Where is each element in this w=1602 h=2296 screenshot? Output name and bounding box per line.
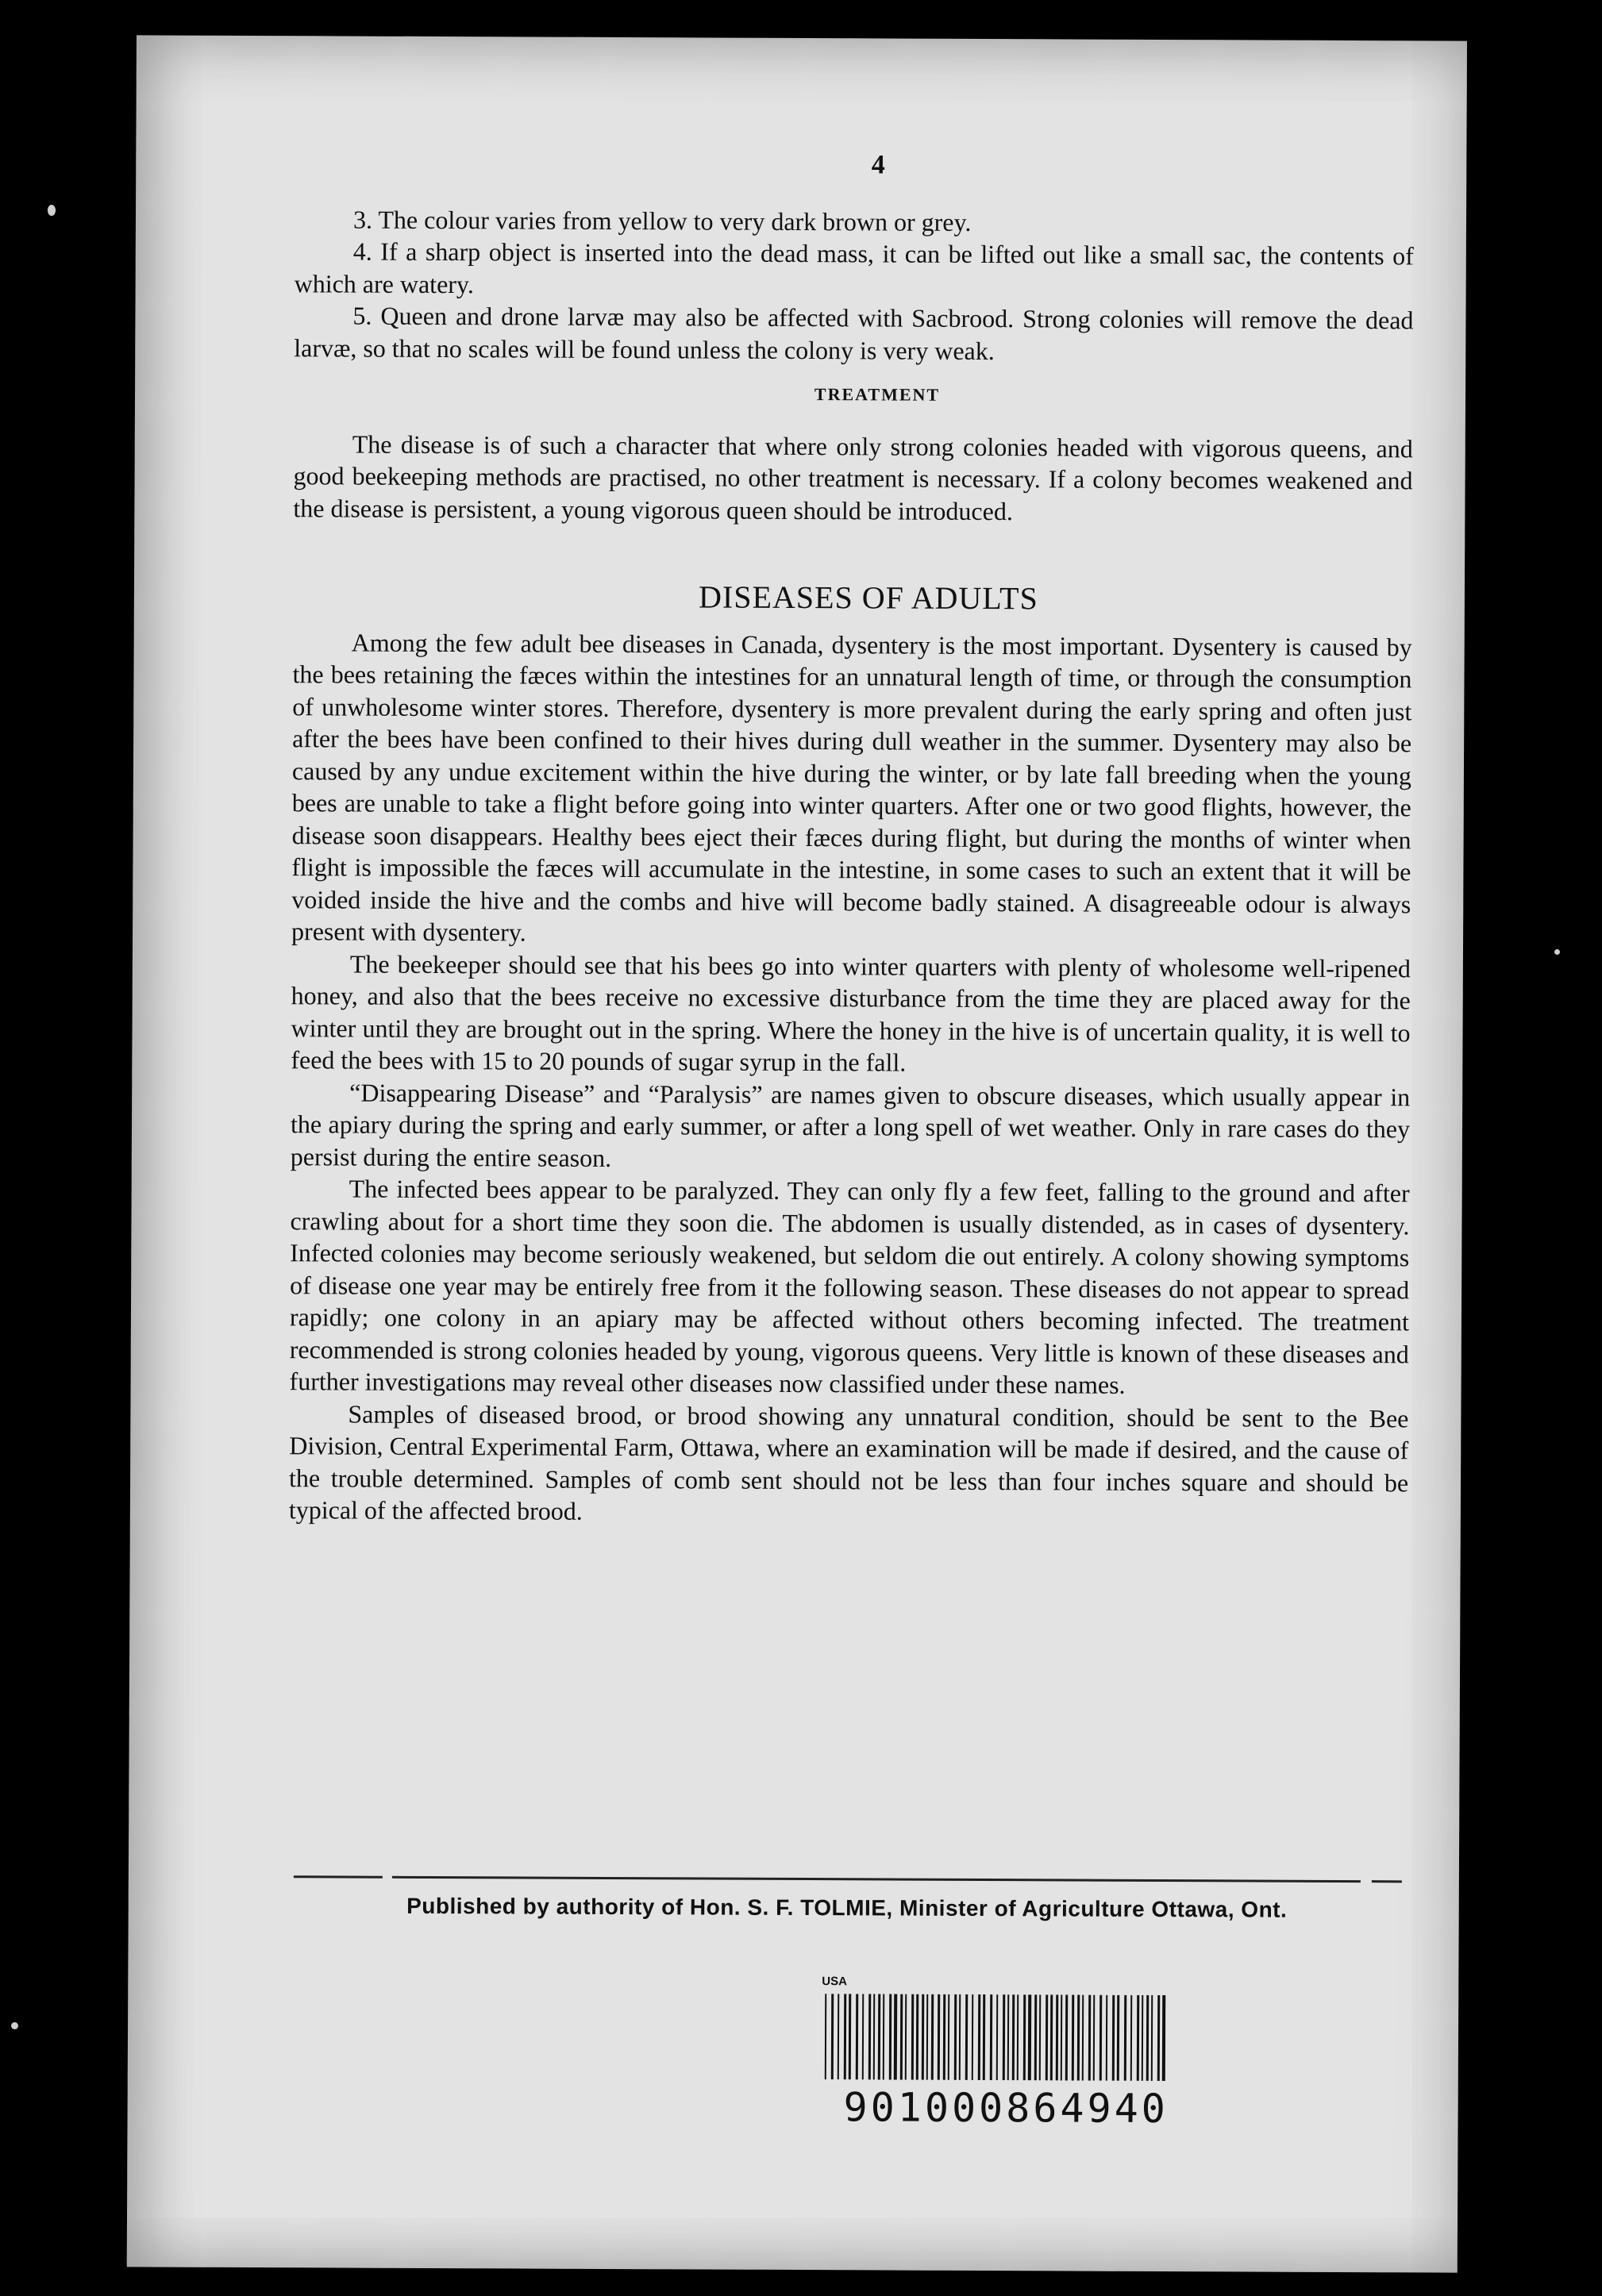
scan-speck [1554, 949, 1560, 955]
scan-speck [48, 205, 56, 216]
barcode-bars [822, 1994, 1171, 2081]
library-barcode [821, 1975, 1171, 2135]
adults-paragraph-samples: Samples of diseased brood, or brood showing any unnatural condition, should be sent to the Bee Division, Central Experimental Farm, Ottawa, where an examination will be made if desired, and the cause of the trouble determined. Samples of comb sent should not be less than four inches square and should be typical of the affected brood. [288, 1399, 1409, 1525]
barcode-label: USA [822, 1975, 848, 1989]
adults-paragraph-paralysis: The infected bees appear to be paralyzed. They can only fly a few feet, falling to the ground and after crawling about for a short time they soon die. The abdomen is usually distended, as in cases of dysentery. Infected colonies may become seriously weakened, but seldom die out entirely. A colony showing symptoms of disease one year may be entirely free from it the following season. These diseases do not appear to spread rapidly; one colony in an apiary may be affected without others becoming infected. The treatment recommended is strong colonies headed by young, vigorous queens. Very little is known of these diseases and further investigations may reveal other diseases now classified under these names. [289, 1174, 1410, 1399]
adults-paragraph-disappearing: “Disappearing Disease” and “Paralysis” are names given to obscure diseases, which usually appear in the apiary during the spring and early summer, or after a long spell of wet weather. Only in rare cases do they persist during the entire season. [290, 1078, 1411, 1172]
adults-paragraph-wintering: The beekeeper should see that his bees go into winter quarters with plenty of wholesome well-ripened honey, and also that the bees receive no excessive disturbance from the time they are placed away for the winter until they are brought out in the spring. Where the honey in the hive is of uncertain quality, it is well to feed the bees with 15 to 20 pounds of sugar syrup in the fall. [291, 949, 1411, 1077]
publication-footer: Published by authority of Hon. S. F. TOLMIE, Minister of Agriculture Ottawa, Ont. [406, 1893, 1288, 1922]
section-heading-adults: DISEASES OF ADULTS [698, 579, 1038, 617]
footer-rule [287, 1875, 1407, 1883]
page-number: 4 [871, 150, 885, 180]
adults-paragraph-dysentery: Among the few adult bee diseases in Canada, dysentery is the most important. Dysentery is caused by the bees retaining the fæces within the intestines for an unnatural length of time, or through the consumption of unwholesome winter stores. Therefore, dysentery is more prevalent during the early spring and often just after the bees have been confined to their hives during dull weather in the summer. Dysentery may also be caused by any undue excitement within the hive during the winter, or by late fall breeding when the young bees are unable to take a flight before going into winter quarters. After one or two good flights, however, the disease soon disappears. Healthy bees eject their fæces during flight, but during the months of winter when flight is impossible the fæces will accumulate in the intestine, in some cases to such an extent that it will be voided inside the hive and the combs and hive will become badly stained. A disagreeable odour is always present with dysentery. [291, 628, 1412, 947]
treatment-heading: TREATMENT [814, 384, 941, 405]
treatment-paragraph: The disease is of such a character that where only strong colonies headed with vigorous queens, and good beekeeping methods are practised, no other treatment is necessary. If a colony becomes weakened and the disease is persistent, a young vigorous queen should be introduced. [293, 429, 1413, 525]
document-page [127, 35, 1467, 2272]
page-body [289, 147, 1415, 1531]
list-item-5: 5. Queen and drone larvæ may also be affected with Sacbrood. Strong colonies will remove the dead larvæ, so that no scales will be found unless the colony is very weak. [294, 301, 1414, 365]
rule-segment [294, 1875, 383, 1878]
rule-segment [1372, 1880, 1402, 1883]
list-item-3: 3. The colour varies from yellow to very dark brown or grey. [352, 205, 972, 237]
scan-speck [11, 2022, 18, 2029]
list-item-4: 4. If a sharp object is inserted into the dead mass, it can be lifted out like a small sac, the contents of which are watery. [294, 237, 1414, 298]
barcode-number: 901000864940 [843, 2084, 1169, 2133]
rule-segment [392, 1876, 1361, 1883]
